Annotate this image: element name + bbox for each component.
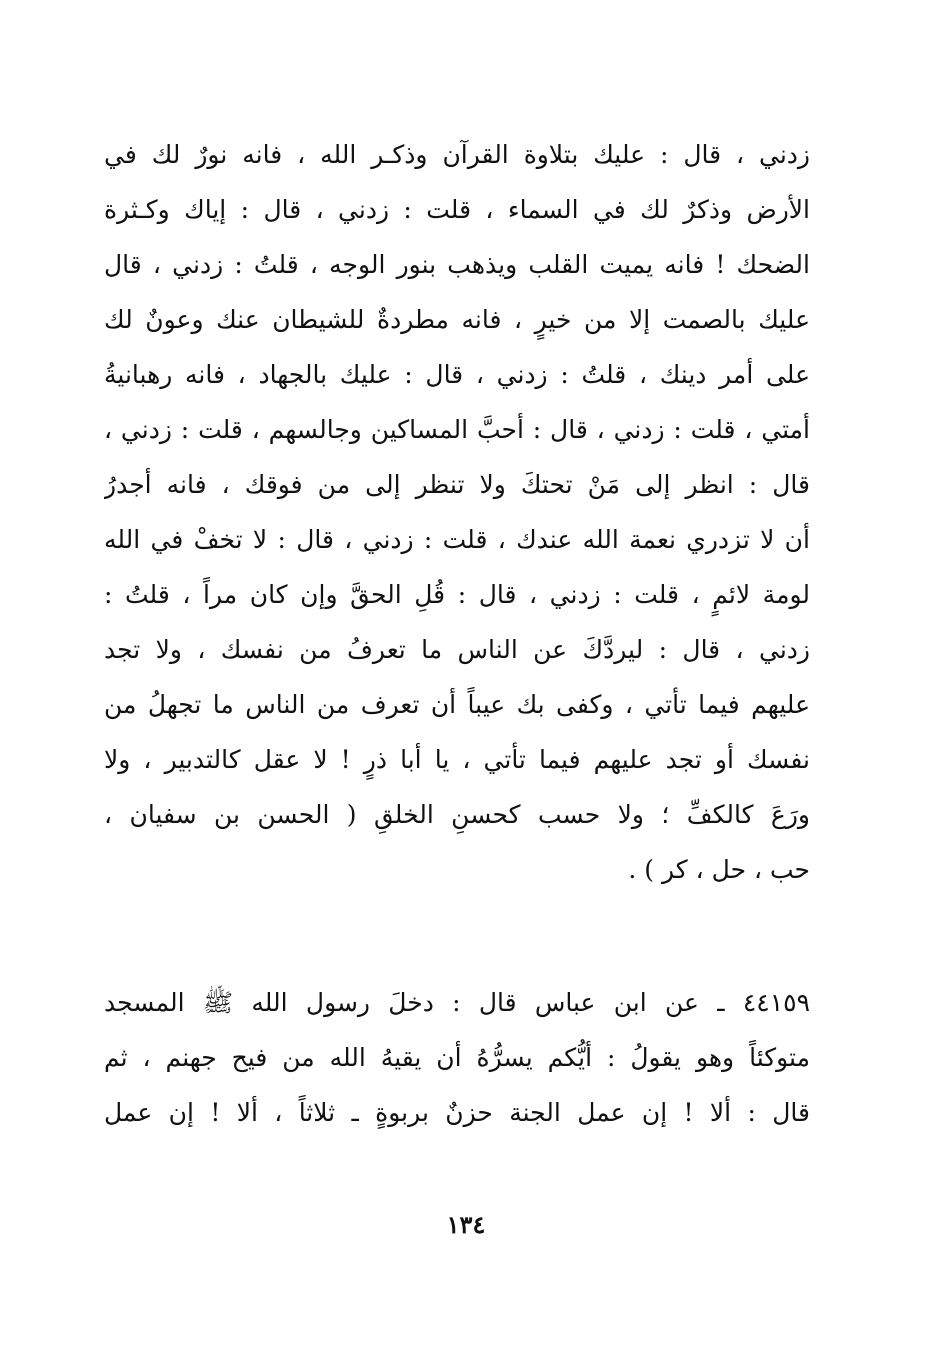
text-line: زدني ، قال : عليك بتلاوة القرآن وذكـر الله ، فانه نورٌ لك في (104, 140, 810, 169)
text-line: قال : انظر إلى مَنْ تحتكَ ولا تنظر إلى من فوقك ، فانه أجدرُ (104, 470, 810, 499)
page-number: ١٣٤ (446, 1210, 486, 1239)
text-line: الضحك ! فانه يميت القلب ويذهب بنور الوجه ، قلتُ : زدني ، قال (104, 250, 810, 279)
text-line: عليك بالصمت إلا من خيرٍ ، فانه مطردةٌ للشيطان عنك وعونٌ لك (104, 305, 810, 334)
text-line: على أمر دينك ، قلتُ : زدني ، قال : عليك بالجهاد ، فانه رهبانيةُ (104, 360, 810, 389)
text-line: عليهم فيما تأتي ، وكفى بك عيباً أن تعرف من الناس ما تجهلُ من (104, 690, 810, 719)
text-line: الأرض وذكرٌ لك في السماء ، قلت : زدني ، قال : إياك وكـثرة (104, 195, 810, 224)
text-line: لومة لائمٍ ، قلت : زدني ، قال : قُلِ الحقَّ وإن كان مراً ، قلتُ : (104, 580, 810, 609)
text-line: أمتي ، قلت : زدني ، قال : أحبَّ المساكين وجالسهم ، قلت : زدني ، (104, 415, 810, 444)
hadith-line: قال : ألا ! إن عمل الجنة حزنٌ بربوةٍ ـ ثلاثاً ، ألا ! إن عمل (104, 1098, 810, 1127)
text-line: ورَعَ كالكفِّ ؛ ولا حسب كحسنِ الخلقِ ( الحسن بن سفيان ، (104, 800, 810, 829)
text-line: نفسك أو تجد عليهم فيما تأتي ، يا أبا ذرٍ ! لا عقل كالتدبير ، ولا (104, 745, 810, 774)
text-line: أن لا تزدري نعمة الله عندك ، قلت : زدني ، قال : لا تخفْ في الله (104, 525, 810, 554)
hadith-line: متوكئاً وهو يقولُ : أيُّكم يسرُّهُ أن يقيهُ الله من فيح جهنم ، ثم (104, 1043, 810, 1072)
text-line: زدني ، قال : ليردَّكَ عن الناس ما تعرفُ من نفسك ، ولا تجد (104, 635, 810, 664)
hadith-line: ٤٤١٥٩ ـ عن ابن عباس قال : دخلَ رسول الله ﷺ المسجد (104, 988, 810, 1017)
text-line-last: حب ، حل ، كر ) . (628, 855, 810, 884)
